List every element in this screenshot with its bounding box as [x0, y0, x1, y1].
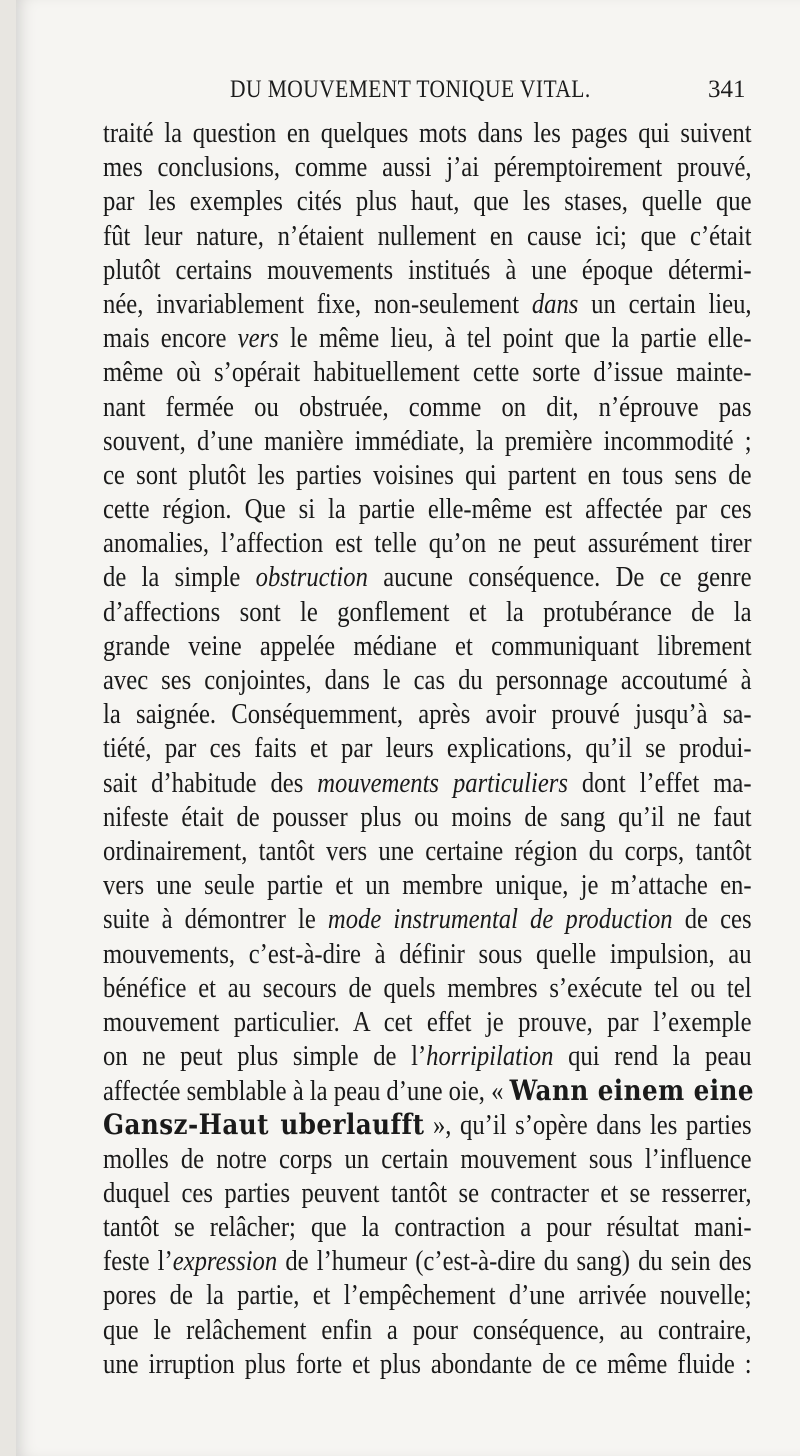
text-line	[103, 732, 752, 766]
text-line	[103, 1279, 752, 1313]
text-line	[103, 664, 752, 698]
text-segment: nant fermée ou obstruée, comme on dit, n’éprouve pas	[103, 391, 752, 423]
text-line	[103, 288, 752, 322]
text-segment: avec ses conjointes, dans le cas du personnage accoutumé à	[103, 665, 752, 696]
text-segment: de la simple	[103, 562, 256, 594]
text-line	[103, 801, 752, 835]
text-line	[103, 835, 752, 869]
page-number: 341	[708, 76, 746, 103]
text-line	[103, 356, 752, 390]
text-segment: qui rend la peau	[553, 1041, 752, 1073]
text-segment: cette région. Que si la partie elle-même est affectée par ces	[103, 494, 752, 526]
text-segment: dont l’effet ma-	[567, 767, 752, 799]
text-segment: mais encore	[103, 323, 238, 355]
blackletter-quote: Wann einem eine	[509, 1074, 755, 1108]
text-segment: née, invariablement fixe, non-seulement	[103, 288, 532, 320]
text-segment: ce sont plutôt les parties voisines qui partent en tous sens de	[103, 459, 752, 491]
text-line	[103, 1108, 752, 1142]
text-line	[103, 630, 752, 664]
text-segment: un certain lieu,	[578, 288, 752, 320]
text-line	[103, 425, 752, 459]
text-segment: on ne peut plus simple de l’	[103, 1041, 427, 1073]
text-segment: d’affections sont le gonflement et la protubérance de la	[103, 596, 752, 628]
text-segment: mouvement particulier. A cet effet je prouve, par l’exemple	[103, 1006, 752, 1038]
text-line	[103, 698, 752, 732]
text-line	[103, 903, 752, 937]
text-line	[103, 1314, 752, 1348]
body-text	[103, 117, 755, 1382]
text-line	[103, 220, 752, 254]
text-segment: nifeste était de pousser plus ou moins de sang qu’il ne faut	[103, 801, 752, 833]
text-segment: molles de notre corps un certain mouvement sous l’influence	[103, 1143, 752, 1175]
text-line	[103, 1006, 752, 1040]
italic-text: vers	[237, 323, 279, 355]
text-line	[103, 767, 752, 801]
text-line	[103, 1177, 752, 1211]
text-line	[103, 459, 752, 493]
text-segment: vers une seule partie et un membre unique, je m’attache en-	[103, 870, 752, 902]
italic-text: mode instrumental de production	[327, 904, 673, 936]
text-line	[103, 1211, 752, 1245]
text-segment: le même lieu, à tel point que la partie elle-	[278, 323, 752, 355]
text-line	[103, 972, 752, 1006]
text-line	[103, 561, 752, 595]
text-line	[103, 254, 752, 288]
text-line	[103, 185, 752, 219]
page-header	[0, 76, 800, 110]
text-segment: mes conclusions, comme aussi j’ai péremptoirement prouvé,	[103, 152, 752, 184]
text-segment: même où s’opérait habituellement cette sorte d’issue mainte-	[103, 357, 752, 389]
text-segment: duquel ces parties peuvent tantôt se contracter et se resserrer,	[103, 1177, 752, 1209]
text-segment: anomalies, l’affection est telle qu’on ne peut assurément tirer	[103, 528, 752, 560]
text-segment: souvent, d’une manière immédiate, la première incommodité ;	[103, 425, 752, 457]
text-segment: par les exemples cités plus haut, que les stases, quelle que	[103, 186, 752, 218]
text-segment: tiété, par ces faits et par leurs explications, qu’il se produi-	[103, 733, 752, 765]
text-segment: de ces	[672, 904, 752, 936]
italic-text: dans	[531, 288, 579, 320]
text-line	[103, 938, 752, 972]
text-segment: la saignée. Conséquemment, après avoir prouvé jusqu’à sa-	[103, 699, 752, 731]
running-title: DU MOUVEMENT TONIQUE VITAL.	[230, 76, 591, 103]
blackletter-quote: Gansz-Haut uberlaufft	[103, 1108, 425, 1142]
text-line	[103, 117, 752, 151]
text-segment: une irruption plus forte et plus abondante de ce même fluide :	[103, 1348, 752, 1380]
text-line	[103, 322, 752, 356]
italic-text: mouvements particuliers	[317, 767, 568, 799]
text-segment: affectée semblable à la peau d’une oie, «	[103, 1076, 510, 1108]
text-segment: plutôt certains mouvements institués à une époque détermi-	[103, 254, 752, 286]
text-segment: de l’humeur (c’est-à-dire du sang) du sein des	[277, 1246, 752, 1278]
text-line	[103, 493, 752, 527]
text-line	[103, 1040, 752, 1074]
text-segment: que le relâchement enfin a pour conséquence, au contraire,	[103, 1314, 752, 1346]
text-line	[103, 1074, 755, 1108]
text-segment: traité la question en quelques mots dans les pages qui suivent	[103, 118, 752, 149]
text-line	[103, 1143, 752, 1177]
italic-text: expression	[172, 1246, 278, 1278]
text-segment: ordinairement, tantôt vers une certaine région du corps, tantôt	[103, 835, 752, 867]
italic-text: obstruction	[255, 562, 368, 594]
text-segment: aucune conséquence. De ce genre	[367, 562, 752, 594]
text-line	[103, 391, 752, 425]
text-line	[103, 869, 752, 903]
text-segment: bénéfice et au secours de quels membres s’exécute tel ou tel	[103, 972, 752, 1004]
text-segment: suite à démontrer le	[103, 904, 328, 936]
text-segment: grande veine appelée médiane et communiquant librement	[103, 630, 752, 662]
text-line	[103, 151, 752, 185]
text-segment: », qu’il s’opère dans les parties	[424, 1110, 752, 1142]
text-line	[103, 1348, 752, 1382]
text-segment: sait d’habitude des	[103, 767, 318, 799]
text-line	[103, 596, 752, 630]
text-line	[103, 1245, 752, 1279]
text-segment: pores de la partie, et l’empêchement d’une arrivée nouvelle;	[103, 1280, 752, 1312]
text-segment: tantôt se relâcher; que la contraction a pour résultat mani-	[103, 1212, 752, 1243]
text-line	[103, 527, 752, 561]
italic-text: horripilation	[426, 1041, 554, 1073]
text-segment: fût leur nature, n’étaient nullement en cause ici; que c’était	[103, 220, 752, 252]
text-segment: feste l’	[103, 1246, 173, 1278]
text-segment: mouvements, c’est-à-dire à définir sous quelle impulsion, au	[103, 938, 752, 970]
